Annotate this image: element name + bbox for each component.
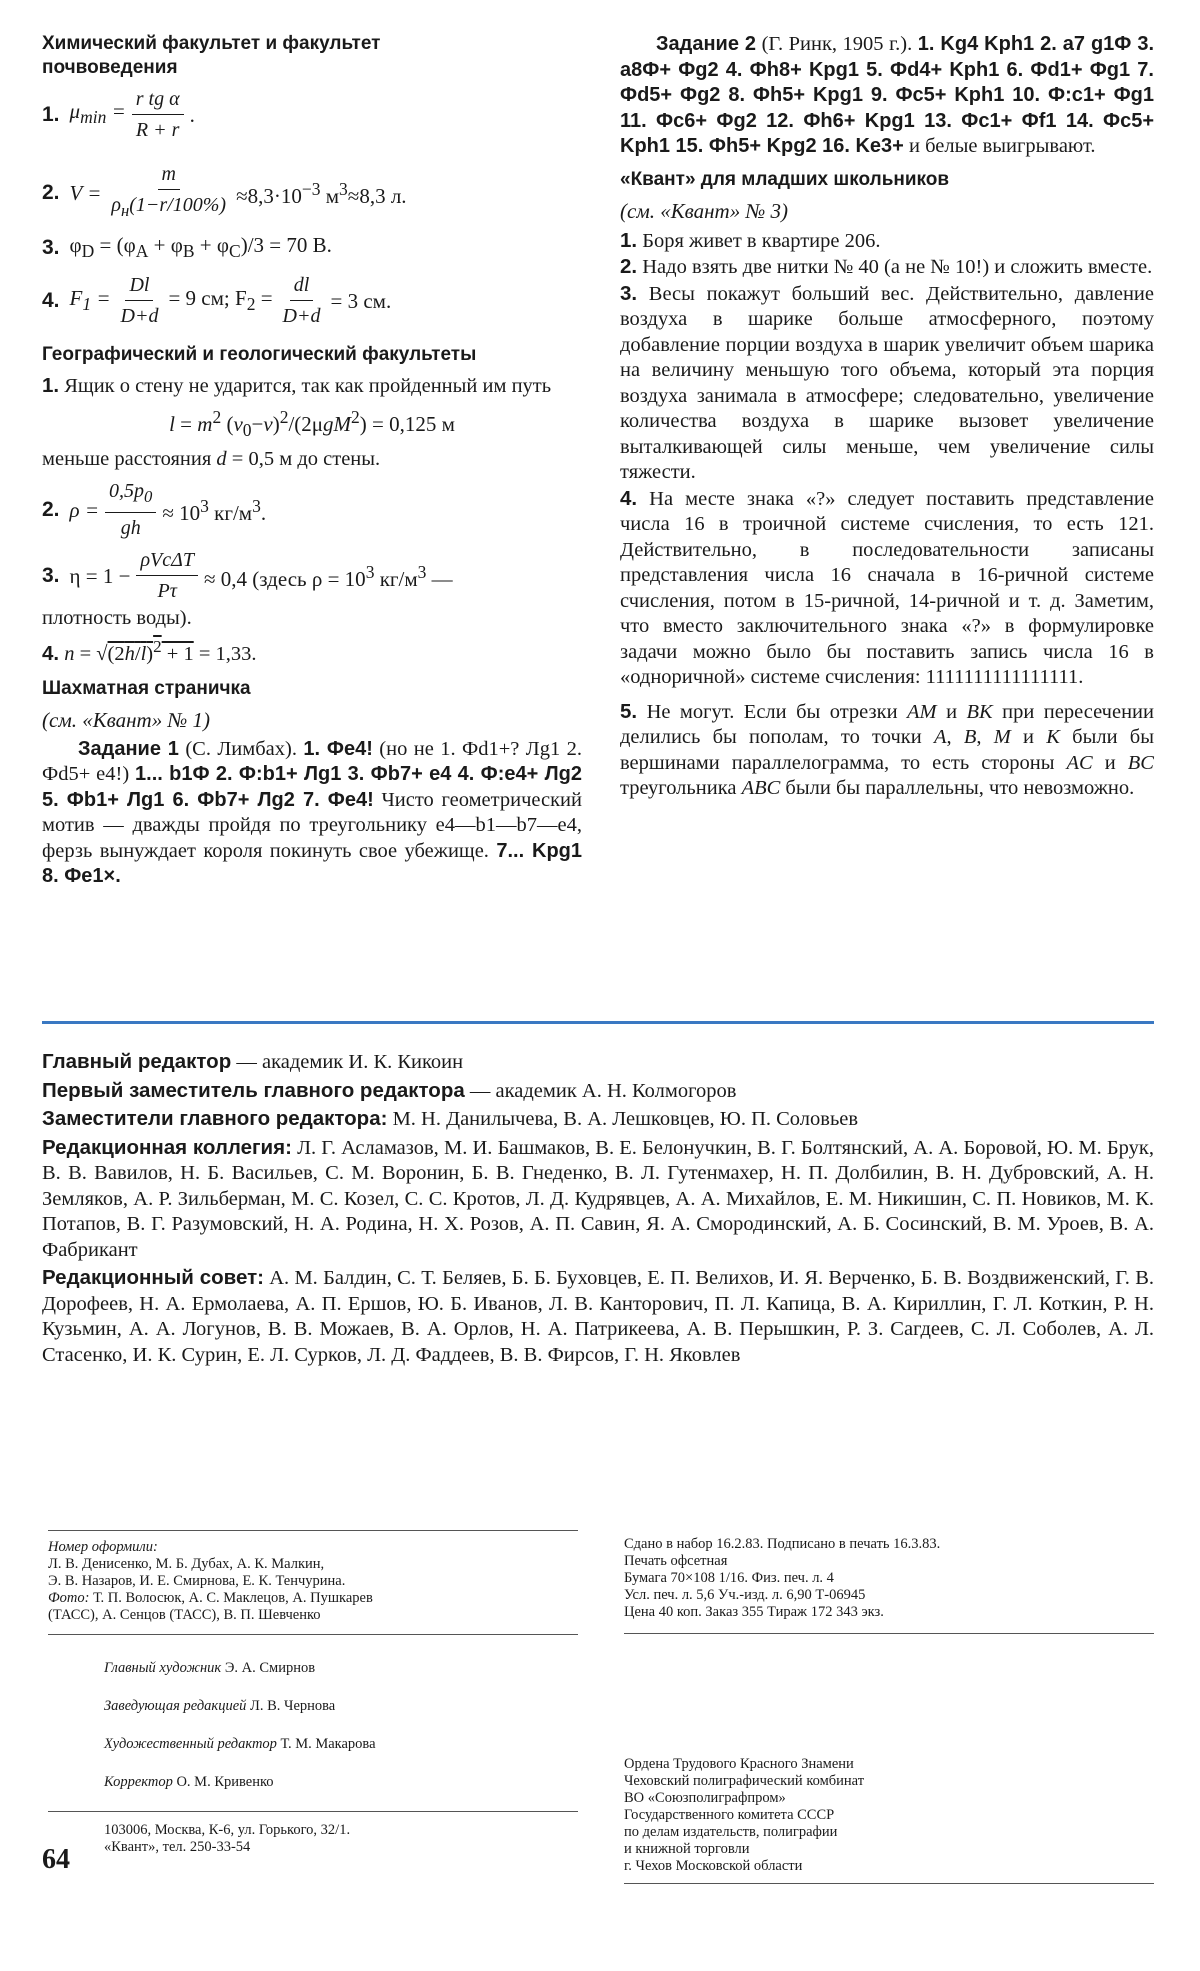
geo-formula-3-cont: плотность воды). (42, 607, 192, 630)
formula-number: 3. (42, 236, 60, 260)
formula-tail: = 3 см. (330, 288, 392, 313)
numerator: r tg α (132, 86, 184, 115)
geo-answer-1-cont: меньше расстояния d = 0,5 м до стены. (42, 447, 381, 470)
geo-answer-1: 1. Ящик о стену не ударится, так как пройденный им путь (42, 374, 552, 398)
formula-number: 3. (42, 563, 60, 587)
formula-lhs: $\mu_{min}$ = (69, 99, 126, 128)
editorial-address: 103006, Москва, К-6, ул. Горького, 32/1. «Квант», тел. 250-33-54 (104, 1822, 351, 1855)
chess-title: Шахматная страничка (42, 677, 251, 699)
editor-in-chief: Главный редактор — академик И. К. Кикоин (42, 1050, 464, 1073)
design-credits: Номер оформили: Л. В. Денисенко, М. Б. Дубах, А. К. Малкин, Э. В. Назаров, И. Е. Смирнова, Е. К. Тенчурина. Фото: Т. П. Волосюк, А. С. Маклецов, А. Пушкарев (ТАСС), А. Сенцов (ТАСС), В. П. Шевченко (48, 1539, 373, 1623)
formula-tail: $\approx 8,3\cdot 10^{-3}$ $м^3\approx 8,3$ л. (236, 179, 407, 208)
fraction (132, 86, 184, 143)
chem-title-1: Химический факультет и факультет (42, 33, 381, 54)
geo-title: Географический и геологический факультеты (42, 344, 477, 366)
geo-formula-1: $l = m^2$ $(v_0-v)^2/(2\mu gM^2) = 0,125$ м (169, 406, 455, 440)
formula-lhs: V = (69, 180, 102, 205)
numerator: Dl (125, 272, 153, 301)
formula-body: $\varphi_D = (\varphi_A + \varphi_B + \varphi_C)/3 = 70$ В. (69, 233, 332, 262)
formula-tail: . (189, 102, 195, 127)
junior-answer-4: 4. На месте знака «?» следует поставить представление числа 16 в троичной системе счисления, то есть 121. Действительно, в последовательности записаны представления числа 16 сначала в 16-ричной системе счисления, потом в 15-ричной, 14-ричной и т. д. Заметим, что вместо заключительного знака «?» в формулировке задачи можно было бы поставить запись числа 16 в «одноричной» системе счисления: 1111111111111111. (620, 486, 1154, 688)
geo-answer-4: 4. $n = √(2h/l)^2 + 1 = 1,33$. (42, 636, 257, 665)
section-divider (42, 1021, 1154, 1024)
formula-number: 2. (42, 180, 60, 204)
denominator: D+d (120, 305, 159, 328)
corrector: Корректор О. М. Кривенко (104, 1774, 274, 1790)
imprint-left (48, 1530, 578, 1856)
kvant-junior-subtitle: (см. «Квант» № 3) (620, 198, 789, 223)
denominator: D+d (282, 305, 321, 328)
numerator: ρVcΔT (136, 547, 198, 576)
chem-formula-1 (42, 86, 582, 143)
chem-formula-2 (42, 161, 582, 224)
formula-tail: ≈ 0,4 (здесь $\rho = 10^3$ $кг/м^3$ — (204, 562, 453, 592)
printing-plant: Ордена Трудового Красного Знамени Чеховский полиграфический комбинат ВО «Союзполиграфпром» Государственного комитета СССР по делам издательств, полиграфии и книжной торговли г. Чехов Московской области (624, 1756, 865, 1874)
denominator: gh (120, 517, 141, 540)
formula-lhs: ρ = (69, 497, 100, 522)
chem-formula-4 (42, 272, 582, 329)
head-of-office: Заведующая редакцией Л. В. Чернова (104, 1698, 336, 1714)
denominator: Pτ (157, 580, 177, 603)
numerator: $0,5p_0$ (105, 478, 156, 513)
staff-credits (48, 1635, 578, 1801)
formula-tail: ≈ $10^3$ $кг/м^3$. (162, 496, 267, 526)
chem-title-2: почвоведения (42, 57, 178, 78)
chess-task-1: Задание 1 (С. Лимбах). 1. Фе4! (но не 1. Фd1+? Лg1 2. Фd5+ е4!) 1... b1Ф 2. Ф:b1+ Лg1 3. Фb7+ е4 4. Ф:е4+ Лg2 5. Фb1+ Лg1 6. Фb7+ Лg2 7. Фе4! Чисто геометрический мотив — дважды пройдя по треугольнику е4—b1—b7—е4, ферзь вынуждает короля покинуть свое убежище. 7... Kpg1 8. Фе1×. (42, 737, 583, 888)
editorial-board-members: Редакционная коллегия: Л. Г. Асламазов, М. И. Башмаков, В. Е. Белонучкин, В. Г. Болтянский, А. А. Боровой, Ю. М. Брук, В. В. Вавилов, Н. Б. Васильев, С. М. Воронин, Б. В. Гнеденко, В. Л. Гутенмахер, Н. П. Долбилин, В. Н. Дубровский, А. Н. Земляков, А. Р. Зильберман, М. С. Козел, С. С. Кротов, Л. Д. Кудрявцев, А. А. Михайлов, Е. М. Никишин, С. П. Новиков, М. К. Потапов, В. Г. Разумовский, Н. А. Родина, Н. Х. Розов, А. П. Савин, Я. А. Смородинский, А. Б. Сосинский, В. М. Уроев, В. А. Фабрикант (42, 1135, 1154, 1261)
print-details: Сдано в набор 16.2.83. Подписано в печать 16.3.83. Печать офсетная Бумага 70×108 1/16. Физ. печ. л. 4 Усл. печ. л. 5,6 Уч.-изд. л. 6,90 Т-06945 Цена 40 коп. Заказ 355 Тираж 172 343 экз. (624, 1536, 941, 1620)
formula-lhs: $F_1$ = (69, 285, 111, 314)
denominator: $\rho_н(1-r/100\%)$ (111, 194, 227, 220)
junior-answer-2: 2. Надо взять две нитки № 40 (а не № 10!) и сложить вместе. (620, 255, 1153, 278)
chess-subtitle: (см. «Квант» № 1) (42, 707, 211, 732)
junior-answer-3: 3. Весы покажут больший вес. Действительно, давление воздуха в шарике больше атмосферного, поэтому добавление порции воздуха в шарик увеличит объем шарика на величину меньшую того объема, который эта порция воздуха занимала в атмосфере; следовательно, увеличение количества воздуха в шарике вызовет увеличение выталкивающей силы меньше, чем увеличение силы тяжести. (620, 281, 1154, 483)
junior-answer-5: 5. Не могут. Если бы отрезки AM и BK при пересечении делились бы пополам, то точки A, B, M и K были бы вершинами параллелограмма, то есть стороны AC и BC треугольника ABC были бы параллельны, что невозможно. (620, 699, 1154, 799)
left-column (42, 32, 582, 890)
rule (624, 1883, 1154, 1884)
fraction (117, 272, 163, 329)
geo-formula-2 (42, 478, 582, 541)
chief-artist: Главный художник Э. А. Смирнов (104, 1660, 316, 1676)
formula-number: 1. (42, 102, 60, 126)
numerator: dl (290, 272, 314, 301)
page-number: 64 (42, 1844, 70, 1875)
fraction (105, 478, 156, 541)
chess-task-2: Задание 2 (Г. Ринк, 1905 г.). 1. Kg4 Kph1 2. a7 g1Ф 3. a8Ф+ Фg2 4. Фh8+ Kpg1 5. Фd4+ Kph1 6. Фd1+ Фg1 7. Фd5+ Фg2 8. Фh5+ Kpg1 9. Фc5+ Kph1 10. Ф:c1+ Фg1 11. Фc6+ Фg2 12. Фh6+ Kpg1 13. Фc1+ Фf1 14. Фc5+ Kph1 15. Фh5+ Kpg2 16. Ke3+ и белые выигрывают. (620, 33, 1154, 157)
numerator: m (158, 161, 180, 190)
fraction (136, 547, 198, 604)
editorial-board (42, 1049, 1154, 1370)
junior-answer-1: 1. Боря живет в квартире 206. (620, 228, 881, 252)
first-deputy-editor: Первый заместитель главного редактора — академик А. Н. Колмогоров (42, 1078, 737, 1102)
imprint-right (624, 1536, 1154, 1884)
formula-number: 2. (42, 497, 60, 521)
formula-number: 4. (42, 288, 60, 312)
geo-formula-3 (42, 547, 582, 604)
right-column (620, 32, 1154, 802)
kvant-junior-title: «Квант» для младших школьников (620, 168, 950, 190)
art-editor: Художественный редактор Т. М. Макарова (104, 1736, 376, 1752)
fraction (107, 161, 230, 224)
deputy-editors: Заместители главного редактора: М. Н. Данилычева, В. А. Лешковцев, Ю. П. Соловьев (42, 1107, 859, 1130)
editorial-council-members: Редакционный совет: А. М. Балдин, С. Т. Беляев, Б. Б. Буховцев, Е. П. Велихов, И. Я. Верченко, Б. В. Воздвиженский, Г. В. Дорофеев, Н. А. Ермолаева, А. П. Ершов, Ю. Б. Иванов, Л. В. Канторович, П. Л. Капица, В. А. Кириллин, Г. Л. Коткин, Р. Н. Кузьмин, А. А. Логунов, В. В. Можаев, В. А. Орлов, Н. А. Патрикеева, А. В. Перышкин, Р. З. Сагдеев, С. Л. Соболев, А. Л. Стасенко, И. К. Сурин, Е. Л. Сурков, Л. Д. Фаддеев, В. В. Фирсов, Г. Н. Яковлев (42, 1266, 1154, 1366)
fraction (279, 272, 325, 329)
denominator: R + r (135, 119, 180, 141)
formula-mid: = 9 см; $F_2$ = (168, 285, 273, 314)
formula-lhs: η = 1 − (69, 563, 131, 588)
chem-formula-3 (42, 230, 582, 266)
